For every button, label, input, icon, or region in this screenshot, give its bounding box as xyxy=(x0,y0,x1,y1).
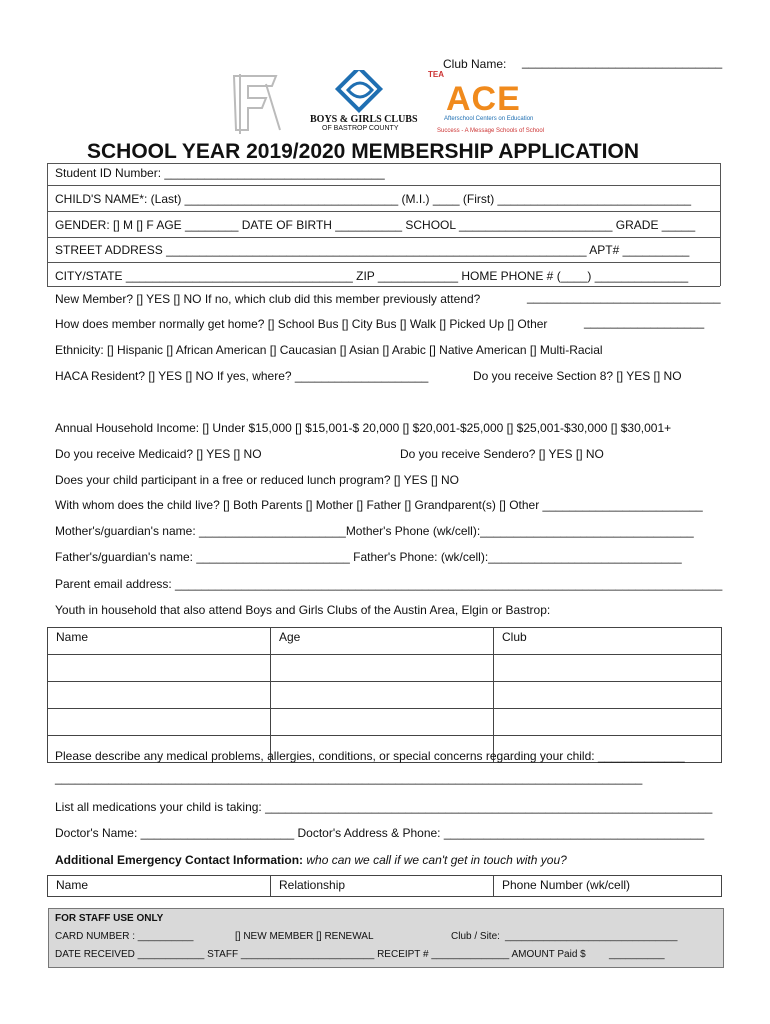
ace-footer: Success - A Message Schools of School xyxy=(437,128,545,134)
child-name-row[interactable]: CHILD'S NAME*: (Last) ________________________________ (M.I.) ____ (First) _____________________________ xyxy=(55,192,692,206)
city-state-row[interactable]: CITY/STATE __________________________________ ZIP ____________ HOME PHONE # (____) ______________ xyxy=(55,269,689,283)
tea-logo-text: TEA xyxy=(428,70,444,79)
ace-tagline: Afterschool Centers on Education xyxy=(444,116,534,122)
student-id-row[interactable]: Student ID Number: _________________________________ xyxy=(55,166,385,180)
ethnicity-row[interactable]: Ethnicity: [] Hispanic [] African American [] Caucasian [] Asian [] Arabic [] Native American [] Multi-Racial xyxy=(55,343,603,357)
father-row[interactable]: Father's/guardian's name: _______________________ Father's Phone: (wk/cell):_____________________________ xyxy=(55,550,682,564)
lunch-row[interactable]: Does your child participant in a free or reduced lunch program? [] YES [] NO xyxy=(55,473,459,487)
decorative-logo-icon xyxy=(226,70,286,138)
date-received-row[interactable]: DATE RECEIVED ____________ STAFF ________________________ RECEIPT # ______________ AMOUNT Paid $ xyxy=(55,949,586,960)
emergency-heading-bold: Additional Emergency Contact Information: xyxy=(55,853,307,867)
income-row[interactable]: Annual Household Income: [] Under $15,000 [] $15,001-$ 20,000 [] $20,001-$25,000 [] $25,001-$30,000 [] $30,001+ xyxy=(55,421,672,435)
mother-row[interactable]: Mother's/guardian's name: ______________________Mother's Phone (wk/cell):________________________________ xyxy=(55,524,694,538)
page-title: SCHOOL YEAR 2019/2020 MEMBERSHIP APPLICATION xyxy=(87,140,639,163)
table-row xyxy=(48,655,722,682)
gender-row[interactable]: GENDER: [] M [] F AGE ________ DATE OF BIRTH __________ SCHOOL _______________________ GRADE _____ xyxy=(55,218,696,232)
emergency-col-phone[interactable]: Phone Number (wk/cell) xyxy=(494,876,722,897)
get-home-other-field[interactable]: __________________ xyxy=(584,315,705,329)
emergency-table xyxy=(47,875,722,897)
youth-col-age: Age xyxy=(271,628,494,655)
ace-logo-text: ACE xyxy=(446,80,521,118)
new-member-row[interactable]: New Member? [] YES [] NO If no, which club did this member previously attend? xyxy=(55,292,481,306)
sendero-row[interactable]: Do you receive Sendero? [] YES [] NO xyxy=(400,447,604,461)
card-number-field[interactable]: CARD NUMBER : __________ xyxy=(55,931,194,942)
section8-row[interactable]: Do you receive Section 8? [] YES [] NO xyxy=(473,369,682,383)
bgc-logo-icon xyxy=(330,70,392,114)
bgc-org-name: BOYS & GIRLS CLUBS xyxy=(310,114,418,125)
youth-table xyxy=(47,627,722,763)
doctor-row[interactable]: Doctor's Name: _______________________ Doctor's Address & Phone: _______________________________________ xyxy=(55,826,705,840)
live-with-row[interactable]: With whom does the child live? [] Both Parents [] Mother [] Father [] Grandparent(s) [] Other ________________________ xyxy=(55,498,703,512)
emergency-col-relationship[interactable]: Relationship xyxy=(271,876,494,897)
amount-paid-field[interactable]: __________ xyxy=(609,949,665,960)
medications-row[interactable]: List all medications your child is taking: ___________________________________________________________________ xyxy=(55,800,713,814)
emergency-heading xyxy=(55,853,567,867)
club-site-field[interactable]: _______________________________ xyxy=(505,931,678,942)
medical-row[interactable]: Please describe any medical problems, allergies, conditions, or special concerns regarding your child: _____________ xyxy=(55,749,685,763)
medical-continue-line[interactable]: ________________________________________________________________________________________ xyxy=(55,771,643,785)
club-name-label: Club Name: xyxy=(443,57,507,71)
youth-col-club: Club xyxy=(494,628,722,655)
haca-row[interactable]: HACA Resident? [] YES [] NO If yes, where? ____________________ xyxy=(55,369,429,383)
club-name-field[interactable]: ______________________________ xyxy=(522,55,723,69)
email-row[interactable]: Parent email address: __________________________________________________________________________________ xyxy=(55,577,723,591)
table-row xyxy=(48,709,722,736)
club-site-label: Club / Site: xyxy=(451,931,500,942)
get-home-row[interactable]: How does member normally get home? [] School Bus [] City Bus [] Walk [] Picked Up [] Other xyxy=(55,317,548,331)
bgc-org-county: OF BASTROP COUNTY xyxy=(322,125,399,132)
medicaid-row[interactable]: Do you receive Medicaid? [] YES [] NO xyxy=(55,447,262,461)
previous-club-field[interactable]: _____________________________ xyxy=(527,290,721,304)
street-address-row[interactable]: STREET ADDRESS _______________________________________________________________ APT# __________ xyxy=(55,243,690,257)
emergency-heading-italic: who can we call if we can't get in touch with you? xyxy=(306,853,567,867)
staff-use-box xyxy=(48,908,724,968)
youth-col-name: Name xyxy=(48,628,271,655)
youth-heading: Youth in household that also attend Boys and Girls Clubs of the Austin Area, Elgin or Bastrop: xyxy=(55,603,551,617)
emergency-col-name[interactable]: Name xyxy=(48,876,271,897)
staff-title: FOR STAFF USE ONLY xyxy=(55,913,164,924)
new-renewal-options[interactable]: [] NEW MEMBER [] RENEWAL xyxy=(235,931,374,942)
table-row xyxy=(48,682,722,709)
